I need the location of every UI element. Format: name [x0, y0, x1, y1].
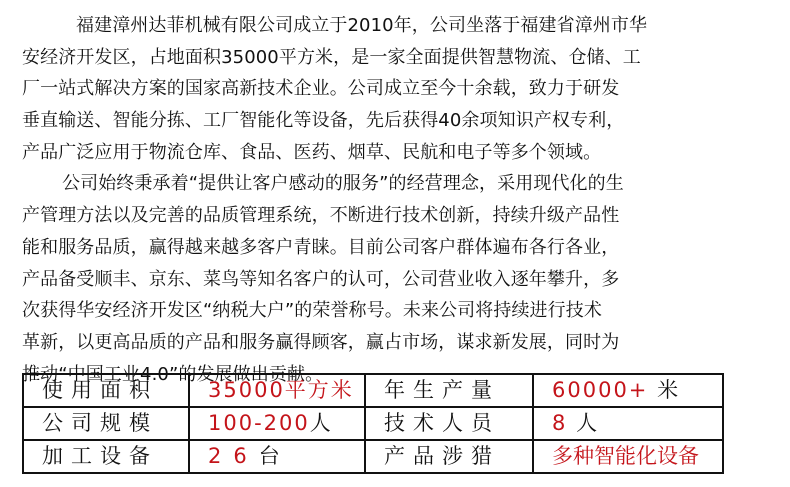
intro-line-9: 产品备受顺丰、京东、菜鸟等知名客户的认可，公司营业收入逐年攀升，多: [22, 268, 620, 290]
spec-label-company-scale: 公司规模: [23, 407, 189, 440]
intro-line-10: 次获得华安经济开发区“纳税大户”的荣誉称号。未来公司将持续进行技术: [22, 300, 602, 322]
spec-value-text: 26: [208, 444, 259, 468]
spec-value-product-scope: [533, 440, 723, 473]
intro-line-11: 革新，以更高品质的产品和服务赢得顾客，赢占市场，谋求新发展，同时为: [22, 331, 620, 353]
spec-label-annual-output: 年生产量: [365, 374, 533, 407]
spec-label-product-scope: 产品涉猎: [365, 440, 533, 473]
spec-value-annual-output: [533, 374, 723, 407]
intro-line-7: 产管理方法以及完善的品质管理系统，不断进行技术创新，持续升级产品性: [22, 205, 620, 227]
spec-unit-text: 人: [309, 411, 333, 435]
intro-line-8: 能和服务品质，赢得越来越多客户青睐。目前公司客户群体遍布各行各业，: [22, 236, 620, 258]
spec-label-processing-equipment: 加工设备: [23, 440, 189, 473]
intro-line-5: 产品广泛应用于物流仓库、食品、医药、烟草、民航和电子等多个领域。: [22, 141, 602, 163]
spec-label-technical-staff: 技术人员: [365, 407, 533, 440]
spec-value-text: 多种智能化设备: [552, 444, 699, 468]
table-row: [23, 440, 723, 473]
intro-line-12: 推动“中国工业4.0”的发展做出贡献。: [22, 363, 324, 385]
spec-label-usage-area: 使用面积: [23, 374, 189, 407]
company-spec-table: [22, 373, 724, 474]
table-row: [23, 407, 723, 440]
table-row: [23, 374, 723, 407]
spec-value-text: 8: [552, 411, 568, 435]
spec-unit-text: 人: [576, 411, 600, 435]
spec-unit-text: 台: [258, 444, 282, 468]
spec-value-company-scale: [189, 407, 365, 440]
spec-value-text: 35000平方米: [208, 378, 354, 402]
spec-value-usage-area: [189, 374, 365, 407]
spec-unit-text: 米: [657, 378, 681, 402]
spec-value-technical-staff: [533, 407, 723, 440]
intro-line-4: 垂直输送、智能分拣、工厂智能化等设备，先后获得40余项知识产权专利，: [22, 110, 625, 132]
spec-value-text: 60000+: [552, 378, 649, 402]
intro-line-6: 公司始终秉承着“提供让客户感动的服务”的经营理念，采用现代化的生: [62, 173, 624, 195]
intro-line-2: 安经济开发区，占地面积35000平方米，是一家全面提供智慧物流、仓储、工: [22, 46, 641, 68]
intro-line-1: 福建漳州达菲机械有限公司成立于2010年，公司坐落于福建省漳州市华: [76, 15, 648, 36]
spec-value-processing-equipment: [189, 440, 365, 473]
company-introduction: [22, 10, 772, 390]
intro-line-3: 厂一站式解决方案的国家高新技术企业。公司成立至今十余载，致力于研发: [22, 78, 620, 100]
spec-value-text: 100-200: [208, 411, 310, 435]
